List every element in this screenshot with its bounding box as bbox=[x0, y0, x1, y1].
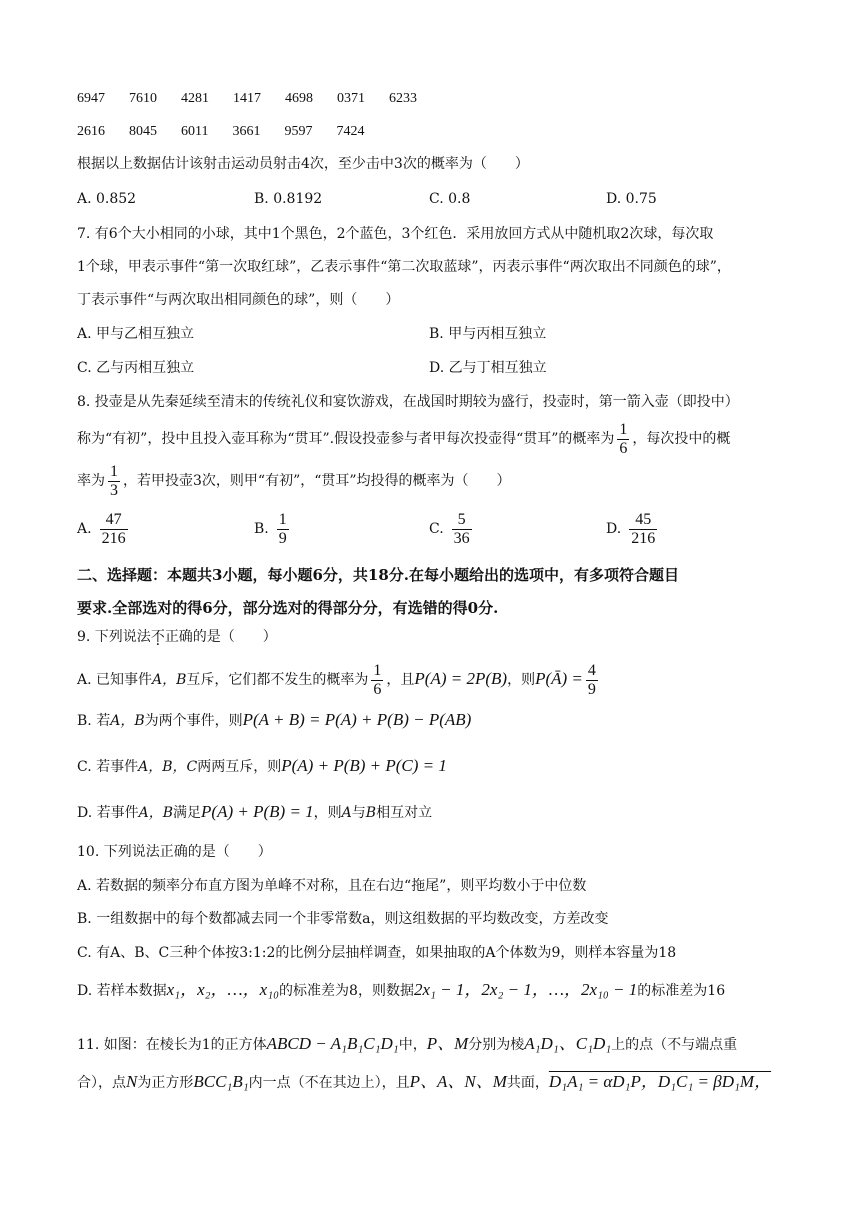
q7-option-b: B. 甲与丙相互独立 bbox=[429, 326, 547, 342]
variables: x₁，x₂，…，x₁₀ bbox=[166, 980, 280, 999]
equation: P(A) + P(B) + P(C) = 1 bbox=[281, 756, 447, 775]
emphasis-not: 不 bbox=[150, 629, 165, 645]
fraction bbox=[629, 511, 657, 548]
q9-stem-text: 9. 下列说法 bbox=[77, 629, 151, 645]
variable: A bbox=[341, 805, 352, 821]
q7-line-2: 1个球，甲表示事件“第一次取红球”，乙表示事件“第二次取蓝球”，丙表示事件“两次取出不同颜色的球”， bbox=[77, 259, 731, 275]
q6-option-c: C. 0.8 bbox=[429, 191, 471, 207]
q6-option-d: D. 0.75 bbox=[606, 191, 657, 207]
variable: B bbox=[365, 805, 377, 821]
text: C. 若事件 bbox=[77, 759, 139, 775]
q9-stem-text-end: 正确的是（ ） bbox=[164, 629, 277, 645]
fraction bbox=[586, 662, 598, 699]
number-cell: 6947 bbox=[77, 91, 105, 106]
q7-line-3: 丁表示事件“与两次取出相同颜色的球”，则（ ） bbox=[77, 292, 400, 308]
text: 共面， bbox=[506, 1075, 549, 1091]
denominator: 3 bbox=[110, 481, 118, 499]
equation: P(A) = 2P(B) bbox=[414, 669, 508, 688]
number-cell: 6011 bbox=[181, 124, 209, 139]
number-cell: 4698 bbox=[285, 91, 313, 106]
text: 为正方形 bbox=[137, 1075, 194, 1091]
text: 11. 如图：在棱长为1的正方体 bbox=[77, 1037, 267, 1053]
text: 的标准差为16 bbox=[637, 983, 726, 999]
denominator: 216 bbox=[631, 529, 656, 547]
fraction bbox=[100, 511, 128, 548]
numerator: 1 bbox=[110, 462, 118, 480]
numerator: 4 bbox=[587, 661, 596, 679]
numerator: 1 bbox=[278, 510, 287, 528]
q8-line-1: 8. 投壶是从先秦延续至清末的传统礼仪和宴饮游戏，在战国时期较为盛行，投壶时，第一箭入壶（即投中） bbox=[77, 394, 739, 410]
square-name: BCC₁B₁ bbox=[193, 1072, 249, 1091]
variables: A，B，C bbox=[138, 759, 198, 775]
text: 中， bbox=[398, 1037, 427, 1053]
q7-option-d: D. 乙与丁相互独立 bbox=[429, 360, 547, 376]
text: 为两个事件，则 bbox=[144, 713, 243, 729]
text: 分别为棱 bbox=[468, 1037, 525, 1053]
fraction bbox=[108, 463, 120, 500]
q6-option-a: A. 0.852 bbox=[77, 191, 137, 207]
q10-option-d bbox=[77, 980, 725, 1001]
points: P、A、N、M bbox=[409, 1072, 507, 1091]
variables: P、M bbox=[426, 1034, 469, 1053]
variables: A，B bbox=[110, 713, 145, 729]
section-2-heading-line-2: 要求.全部选对的得6分，部分选对的得部分分，有选错的得0分. bbox=[77, 599, 499, 617]
text: ，则 bbox=[313, 805, 342, 821]
denominator: 36 bbox=[453, 529, 470, 547]
q8-line-3 bbox=[77, 462, 511, 500]
q8-line-2-text: 称为“有初”，投中且投入壶耳称为“贯耳”.假设投壶参与者甲每次投壶得“贯耳”的概率为 bbox=[77, 431, 615, 447]
equation: 2x₁ − 1，2x₂ − 1，…，2x₁₀ − 1 bbox=[413, 980, 638, 999]
numerator: 5 bbox=[457, 510, 466, 528]
equation: ABCD − A₁B₁C₁D₁ bbox=[266, 1034, 399, 1053]
text: 满足 bbox=[173, 805, 202, 821]
fraction bbox=[371, 662, 383, 699]
text: B. 若 bbox=[77, 713, 111, 729]
option-label: D. bbox=[606, 521, 622, 537]
q8-line-3-text: 率为 bbox=[77, 473, 105, 489]
q9-option-d bbox=[77, 802, 432, 823]
segments: A₁D₁、C₁D₁ bbox=[524, 1034, 612, 1053]
q8-line-2-text-end: ，每次投中的概 bbox=[632, 431, 731, 447]
numerator: 1 bbox=[619, 420, 628, 438]
q9-stem bbox=[77, 627, 277, 647]
number-cell: 9597 bbox=[284, 124, 313, 139]
equation: P(A + B) = P(A) + P(B) − P(AB) bbox=[242, 710, 472, 729]
number-cell: 4281 bbox=[181, 91, 209, 106]
numerator: 45 bbox=[635, 510, 652, 528]
text: A. 已知事件 bbox=[77, 672, 153, 688]
q8-option-d bbox=[606, 510, 660, 548]
vector-equation: D₁A₁ = αD₁P，D₁C₁ = βD₁M， bbox=[548, 1072, 772, 1091]
text: 的标准差为8，则数据 bbox=[279, 983, 414, 999]
text: 互斥，它们都不发生的概率为 bbox=[186, 672, 369, 688]
fraction bbox=[452, 511, 472, 548]
q10-stem: 10. 下列说法正确的是（ ） bbox=[77, 844, 272, 860]
number-cell: 0371 bbox=[337, 91, 365, 106]
number-cell: 2616 bbox=[77, 124, 105, 139]
variables: A，B bbox=[138, 805, 174, 821]
q11-line-2 bbox=[77, 1072, 771, 1093]
option-label: C. bbox=[429, 521, 444, 537]
number-cell: 8045 bbox=[129, 124, 157, 139]
q6-question: 根据以上数据估计该射击运动员射击4次，至少击中3次的概率为（ ） bbox=[77, 156, 529, 172]
number-cell: 7424 bbox=[336, 124, 365, 139]
text: 合），点 bbox=[77, 1075, 126, 1091]
fraction bbox=[277, 511, 289, 548]
variable: N bbox=[126, 1072, 138, 1091]
option-label: B. bbox=[254, 521, 269, 537]
fraction bbox=[617, 421, 629, 458]
text: 相互对立 bbox=[376, 805, 433, 821]
number-cell: 1417 bbox=[233, 91, 261, 106]
equation: P(Ā) = bbox=[535, 669, 583, 688]
option-label: A. bbox=[77, 521, 92, 537]
q9-option-b bbox=[77, 710, 471, 731]
variables: A，B bbox=[152, 672, 187, 688]
numerator: 47 bbox=[105, 510, 122, 528]
q9-option-c bbox=[77, 756, 447, 777]
q8-line-2 bbox=[77, 420, 730, 458]
section-2-heading-line-1: 二、选择题：本题共3小题，每小题6分，共18分.在每小题给出的选项中，有多项符合题目 bbox=[77, 566, 679, 584]
q10-option-b: B. 一组数据中的每个数都减去同一个非零常数a，则这组数据的平均数改变，方差改变 bbox=[77, 911, 609, 927]
denominator: 6 bbox=[373, 680, 382, 698]
q10-option-c: C. 有A、B、C三种个体按3:1:2的比例分层抽样调查，如果抽取的A个体数为9，则样本容量为18 bbox=[77, 945, 677, 961]
q8-option-a bbox=[77, 510, 131, 548]
text: 两两互斥，则 bbox=[197, 759, 282, 775]
q11-line-1 bbox=[77, 1034, 737, 1055]
random-numbers-row-2 bbox=[77, 121, 388, 142]
text: 上的点（不与端点重 bbox=[611, 1037, 738, 1053]
text: ，则 bbox=[507, 672, 536, 688]
q8-line-3-text-end: ，若甲投壶3次，则甲“有初”，“贯耳”均投得的概率为（ ） bbox=[123, 473, 511, 489]
number-cell: 7610 bbox=[129, 91, 157, 106]
q8-option-c bbox=[429, 510, 475, 548]
numerator: 1 bbox=[373, 661, 382, 679]
q8-option-b bbox=[254, 510, 292, 548]
q10-option-a: A. 若数据的频率分布直方图为单峰不对称，且在右边“拖尾”，则平均数小于中位数 bbox=[77, 878, 587, 894]
text: 内一点（不在其边上），且 bbox=[248, 1075, 410, 1091]
number-cell: 6233 bbox=[389, 91, 417, 106]
denominator: 9 bbox=[587, 680, 596, 698]
q7-option-c: C. 乙与丙相互独立 bbox=[77, 360, 195, 376]
denominator: 216 bbox=[101, 529, 126, 547]
q9-option-a bbox=[77, 660, 601, 699]
number-cell: 3661 bbox=[232, 124, 261, 139]
q7-line-1: 7. 有6个大小相同的小球，其中1个黑色，2个蓝色，3个红色．采用放回方式从中随机取2次球，每次取 bbox=[77, 226, 714, 242]
q6-option-b: B. 0.8192 bbox=[254, 191, 323, 207]
text: D. 若样本数据 bbox=[77, 983, 167, 999]
text: ，且 bbox=[386, 672, 415, 688]
denominator: 6 bbox=[619, 439, 628, 457]
random-numbers-row-1 bbox=[77, 88, 441, 109]
text: 与 bbox=[351, 805, 366, 821]
q7-option-a: A. 甲与乙相互独立 bbox=[77, 326, 195, 342]
denominator: 9 bbox=[278, 529, 287, 547]
text: D. 若事件 bbox=[77, 805, 139, 821]
equation: P(A) + P(B) = 1 bbox=[201, 802, 314, 821]
